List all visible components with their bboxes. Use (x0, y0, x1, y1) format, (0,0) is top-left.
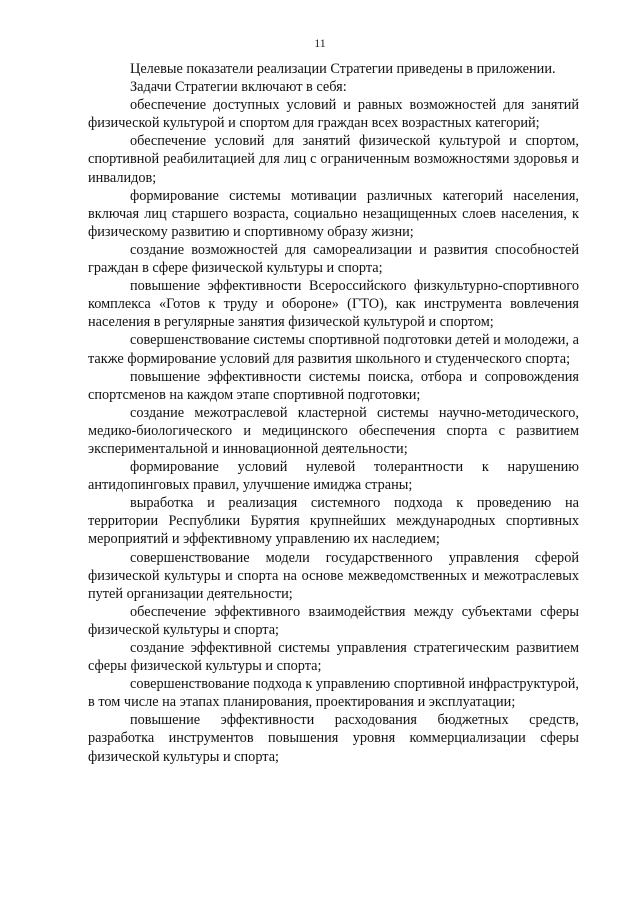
paragraph-task-4: создание возможностей для самореализации и развития способностей граждан в сфере физической культуры и спорта; (88, 241, 579, 277)
paragraph-task-7: повышение эффективности системы поиска, отбора и сопровождения спортсменов на каждом этапе спортивной подготовки; (88, 368, 579, 403)
paragraph-tasks-intro: Задачи Стратегии включают в себя: (130, 79, 347, 96)
paragraph-task-5: повышение эффективности Всероссийского физкультурно-спортивного комплекса «Готов к труду и обороне» (ГТО), как инструмента вовлечения населения в регулярные занятия физической культурой и спортом; (88, 278, 579, 331)
paragraph-task-12: обеспечение эффективного взаимодействия между субъектами сферы физической культуры и спорта; (88, 603, 579, 638)
paragraph-task-6: совершенствование системы спортивной подготовки детей и молодежи, а также формирование условий для развития школьного и студенческого спорта; (88, 332, 579, 367)
paragraph-task-10: выработка и реализация системного подхода к проведению на территории Республики Бурятия крупнейших международных спортивных мероприятий и эффективному управлению их наследием; (88, 495, 579, 548)
page-number: 11 (314, 36, 326, 50)
paragraph-task-8: создание межотраслевой кластерной системы научно-методического, медико-биологического и медицинского обеспечения спорта с развитием экспериментальной и инновационной деятельности; (88, 404, 579, 457)
paragraph-task-9: формирование условий нулевой толерантности к нарушению антидопинговых правил, улучшение имиджа страны; (88, 459, 579, 494)
paragraph-targets: Целевые показатели реализации Стратегии приведены в приложении. (130, 61, 556, 77)
paragraph-task-15: повышение эффективности расходования бюджетных средств, разработка инструментов повышения уровня коммерциализации сферы физической культуры и спорта; (88, 712, 579, 765)
document-body (88, 60, 579, 766)
paragraph-task-2: обеспечение условий для занятий физической культурой и спортом, спортивной реабилитацией для лиц с ограниченным возможностями здоровья и инвалидов; (88, 133, 579, 186)
paragraph-task-13: создание эффективной системы управления стратегическим развитием сферы физической культуры и спорта; (88, 640, 579, 675)
paragraph-task-14: совершенствование подхода к управлению спортивной инфраструктурой, в том числе на этапах планирования, проектирования и эксплуатации; (88, 676, 579, 711)
paragraph-task-1: обеспечение доступных условий и равных возможностей для занятий физической культурой и спортом для граждан всех возрастных категорий; (88, 97, 579, 132)
paragraph-task-11: совершенствование модели государственного управления сферой физической культуры и спорта на основе межведомственных и межотраслевых путей организации деятельности; (88, 549, 579, 602)
paragraph-task-3: формирование системы мотивации различных категорий населения, включая лиц старшего возраста, социально незащищенных слоев населения, к физическому развитию и спортивному образу жизни; (88, 187, 579, 240)
